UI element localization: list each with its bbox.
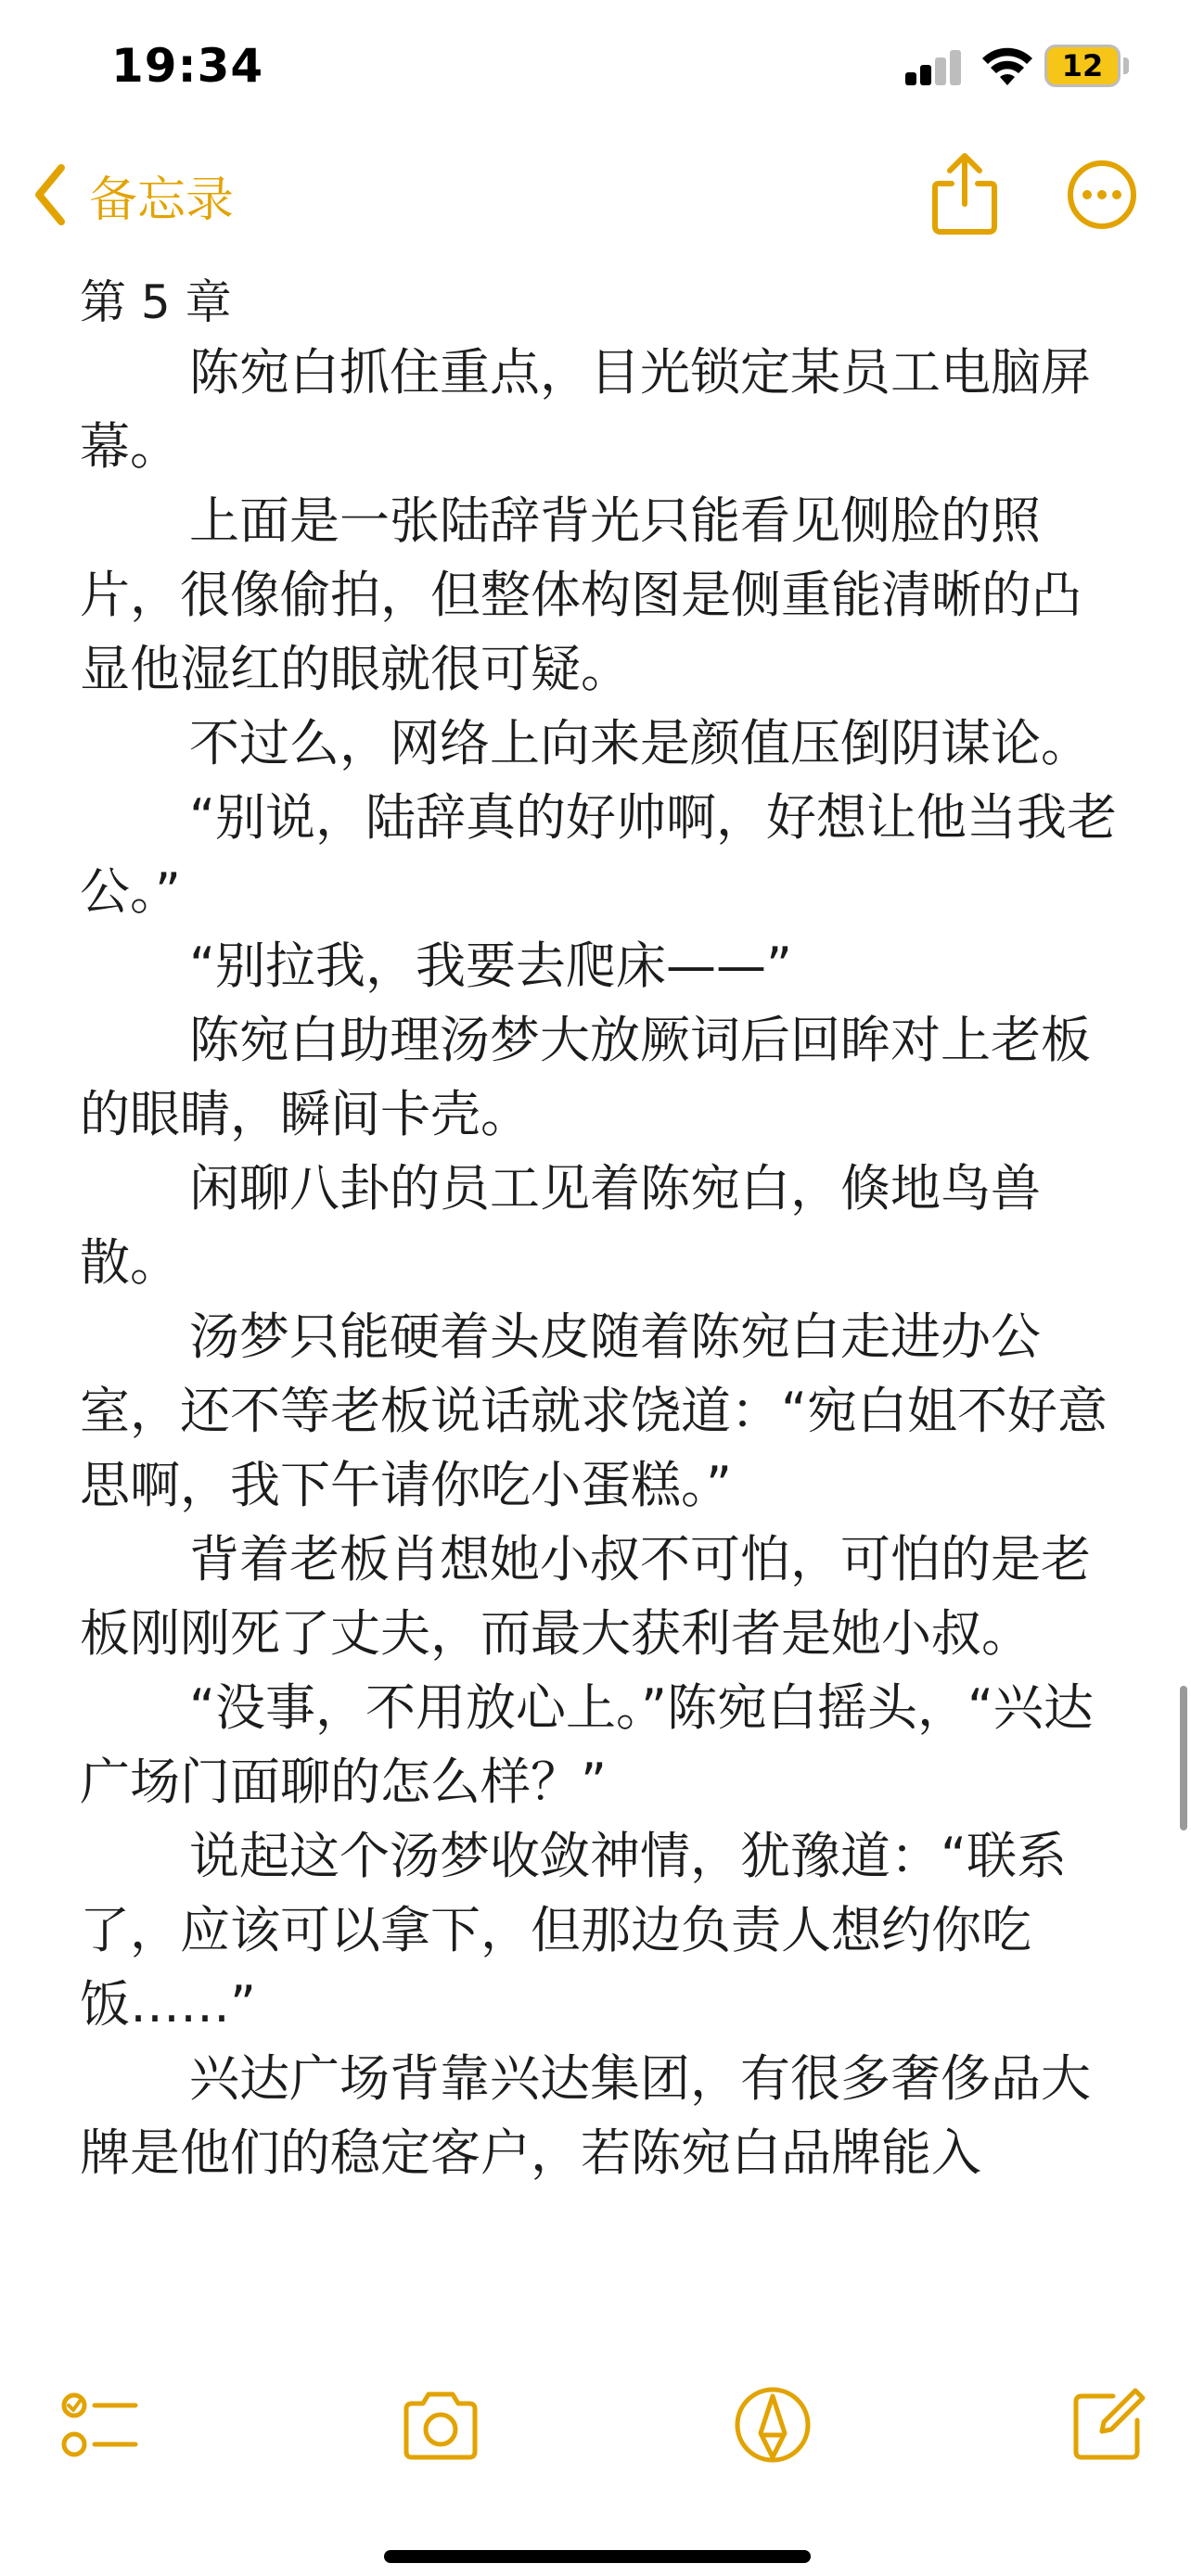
note-body[interactable]: [80, 269, 1119, 2190]
battery-cap: [1123, 57, 1129, 74]
note-paragraph: 陈宛白抓住重点，目光锁定某员工电脑屏幕。: [80, 343, 1091, 476]
note-paragraph: 说起这个汤梦收敛神情，犹豫道：“联系了，应该可以拿下，但那边负责人想约你吃饭……”: [80, 1827, 1067, 2034]
note-paragraph: 背着老板肖想她小叔不可怕，可怕的是老板刚刚死了丈夫，而最大获利者是她小叔。: [80, 1530, 1091, 1663]
back-button[interactable]: [32, 158, 234, 232]
chevron-left-icon: [32, 162, 69, 227]
navigation-bar: [0, 139, 1191, 250]
cellular-signal-icon: [905, 48, 963, 85]
note-paragraph: “没事，不用放心上。”陈宛白摇头，“兴达广场门面聊的怎么样？”: [80, 1678, 1094, 1811]
camera-icon[interactable]: [399, 2383, 482, 2467]
compose-icon[interactable]: [1067, 2383, 1150, 2467]
note-paragraph: 上面是一张陆辞背光只能看见侧脸的照片，很像偷拍，但整体构图是侧重能清晰的凸显他湿红的眼就很可疑。: [80, 491, 1082, 698]
note-paragraph: “别说，陆辞真的好帅啊，好想让他当我老公。”: [80, 788, 1117, 921]
note-paragraph: “别拉我，我要去爬床——”: [189, 937, 792, 995]
status-bar: [0, 0, 1191, 139]
status-time: 19:34: [111, 39, 264, 93]
battery-level: 12: [1061, 48, 1104, 83]
share-icon[interactable]: [928, 152, 1002, 236]
note-paragraph: 汤梦只能硬着头皮随着陈宛白走进办公室，还不等老板说话就求饶道：“宛白姐不好意思啊，我下午请你吃小蛋糕。”: [80, 1307, 1108, 1514]
note-paragraph: 陈宛白助理汤梦大放厥词后回眸对上老板的眼睛，瞬间卡壳。: [80, 1011, 1091, 1143]
note-paragraph: 兴达广场背靠兴达集团，有很多奢侈品大牌是他们的稳定客户，若陈宛白品牌能入: [80, 2049, 1091, 2182]
checklist-icon[interactable]: [58, 2383, 141, 2467]
scroll-indicator[interactable]: [1180, 1686, 1187, 1830]
wifi-icon: [981, 46, 1033, 87]
bottom-toolbar: [0, 2300, 1191, 2576]
note-paragraph: 闲聊八卦的员工见着陈宛白，倏地鸟兽散。: [80, 1159, 1041, 1292]
battery-icon: [1044, 45, 1121, 87]
home-indicator[interactable]: [384, 2550, 811, 2563]
markup-pen-icon[interactable]: [731, 2383, 814, 2467]
note-paragraph: 不过么，网络上向来是颜值压倒阴谋论。: [189, 714, 1091, 772]
back-label: 备忘录: [89, 172, 235, 228]
note-title: 第 5 章: [80, 275, 232, 329]
more-icon[interactable]: [1065, 158, 1139, 232]
